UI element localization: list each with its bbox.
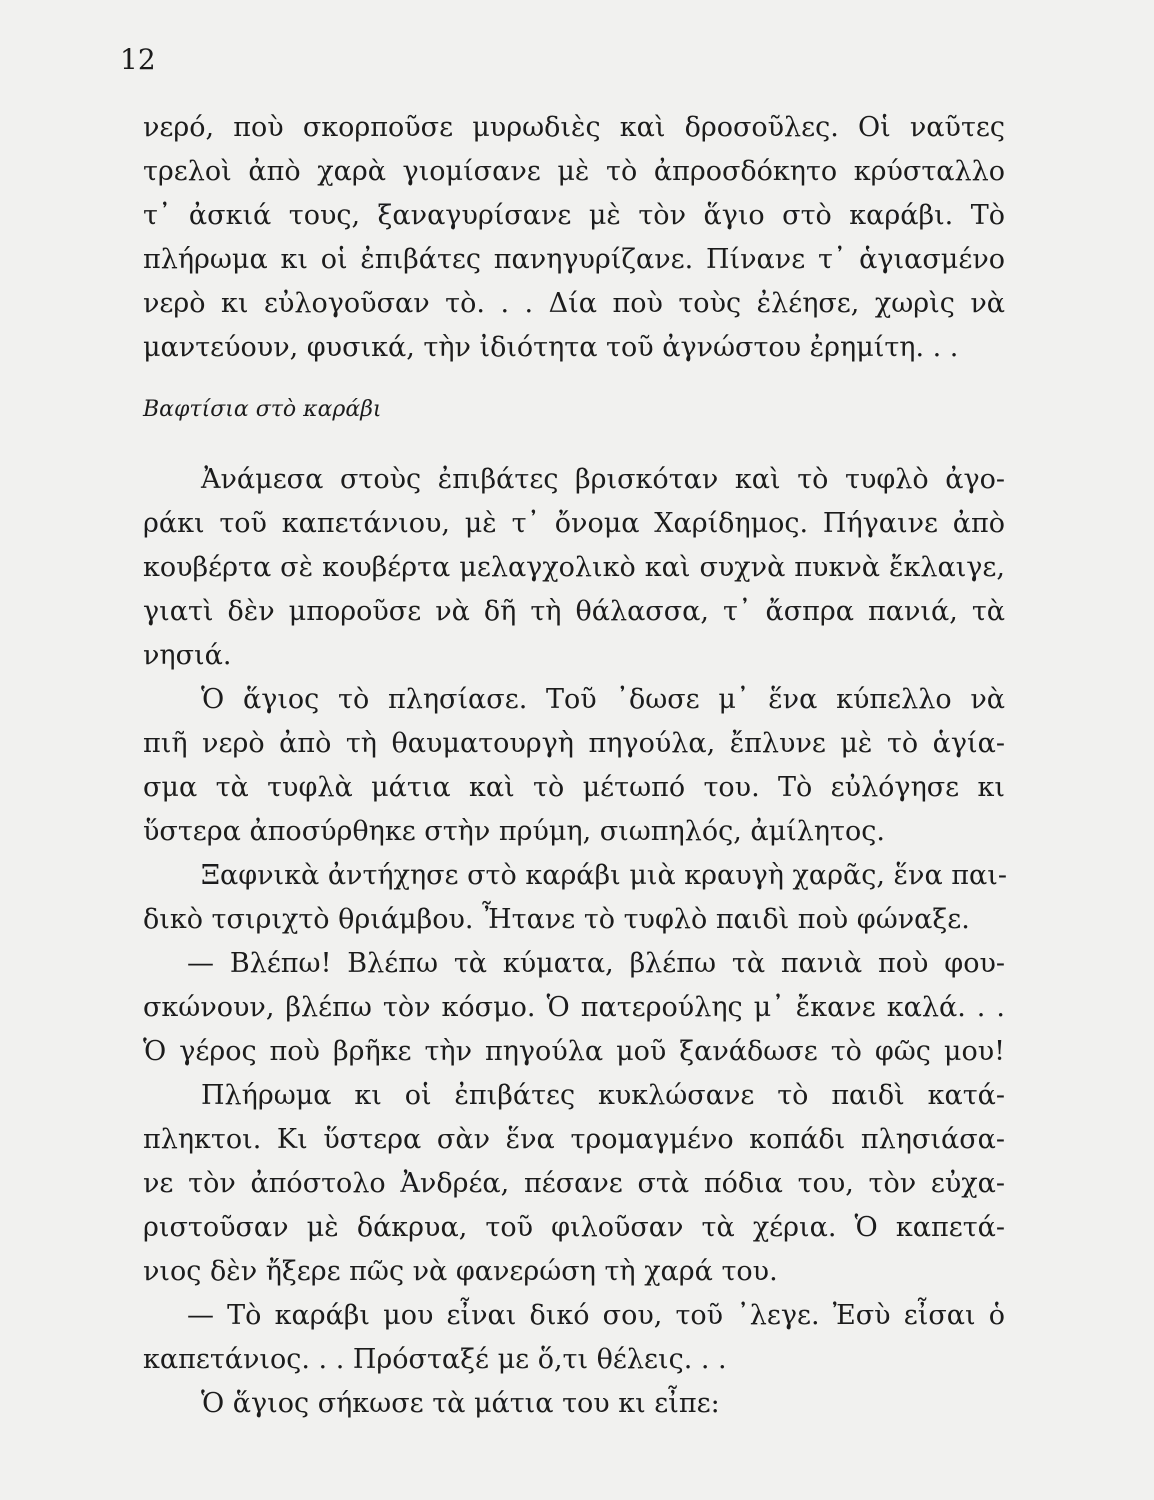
text-line: μαντεύουν, φυσικά, τὴν ἰδιότητα τοῦ ἀγνώστου ἐρημίτη. . . (143, 332, 959, 363)
text-line: Ὁ ἅγιος τὸ πλησίασε. Τοῦ ᾽δωσε μ᾽ ἕνα κύπελλο νὰ (201, 684, 1005, 715)
page-number: 12 (120, 43, 156, 76)
text-line: κουβέρτα σὲ κουβέρτα μελαγχολικὸ καὶ συχνὰ πυκνὰ ἔκλαιγε, (143, 552, 1005, 583)
text-line: ριστοῦσαν μὲ δάκρυα, τοῦ φιλοῦσαν τὰ χέρια. Ὁ καπετά- (143, 1212, 1005, 1243)
text-line: Πλήρωμα κι οἱ ἐπιβάτες κυκλώσανε τὸ παιδὶ κατά- (201, 1080, 1005, 1111)
text-line: τρελοὶ ἀπὸ χαρὰ γιομίσανε μὲ τὸ ἀπροσδόκητο κρύσταλλο (143, 156, 1005, 187)
text-line: πιῆ νερὸ ἀπὸ τὴ θαυματουργὴ πηγούλα, ἔπλυνε μὲ τὸ ἁγία- (143, 728, 1005, 759)
text-line: γιατὶ δὲν μποροῦσε νὰ δῆ τὴ θάλασσα, τ᾽ ἄσπρα πανιά, τὰ (143, 596, 1005, 627)
body-text (143, 106, 1005, 1426)
text-line: πληκτοι. Κι ὕστερα σὰν ἕνα τρομαγμένο κοπάδι πλησιάσα- (143, 1124, 1005, 1155)
text-line: Ὁ ἅγιος σήκωσε τὰ μάτια του κι εἶπε: (201, 1388, 720, 1419)
section-heading: Βαφτίσια στὸ καράβι (143, 397, 382, 422)
text-line: νησιά. (143, 640, 232, 671)
text-line: καπετάνιος. . . Πρόσταξέ με ὅ,τι θέλεις. . . (143, 1344, 727, 1375)
text-line: νερὸ κι εὐλογοῦσαν τὸ. . . Δία ποὺ τοὺς ἐλέησε, χωρὶς νὰ (143, 288, 1005, 319)
text-line: νερό, ποὺ σκορποῦσε μυρωδιὲς καὶ δροσοῦλες. Οἱ ναῦτες (143, 112, 1005, 143)
text-line: — Βλέπω! Βλέπω τὰ κύματα, βλέπω τὰ πανιὰ ποὺ φου- (187, 948, 1005, 979)
text-line: Ἀνάμεσα στοὺς ἐπιβάτες βρισκόταν καὶ τὸ τυφλὸ ἀγο- (201, 464, 1005, 495)
text-line: — Τὸ καράβι μου εἶναι δικό σου, τοῦ ᾽λεγε. Ἐσὺ εἶσαι ὁ (187, 1300, 1005, 1331)
text-line: σκώνουν, βλέπω τὸν κόσμο. Ὁ πατερούλης μ᾽ ἔκανε καλά. . . (143, 992, 1005, 1023)
text-line: ὕστερα ἀποσύρθηκε στὴν πρύμη, σιωπηλός, ἀμίλητος. (143, 816, 885, 847)
text-line: Ὁ γέρος ποὺ βρῆκε τὴν πηγούλα μοῦ ξανάδωσε τὸ φῶς μου! (143, 1036, 1005, 1067)
text-line: σμα τὰ τυφλὰ μάτια καὶ τὸ μέτωπό του. Τὸ εὐλόγησε κι (143, 772, 1005, 803)
text-line: νιος δὲν ἤξερε πῶς νὰ φανερώση τὴ χαρά του. (143, 1256, 778, 1287)
text-line: ράκι τοῦ καπετάνιου, μὲ τ᾽ ὄνομα Χαρίδημος. Πήγαινε ἀπὸ (143, 508, 1005, 539)
text-line: δικὸ τσιριχτὸ θριάμβου. Ἦτανε τὸ τυφλὸ παιδὶ ποὺ φώναξε. (143, 904, 970, 935)
text-line: Ξαφνικὰ ἀντήχησε στὸ καράβι μιὰ κραυγὴ χαρᾶς, ἕνα παι- (201, 860, 1007, 891)
text-line: νε τὸν ἀπόστολο Ἀνδρέα, πέσανε στὰ πόδια του, τὸν εὐχα- (143, 1168, 1005, 1199)
text-line: πλήρωμα κι οἱ ἐπιβάτες πανηγυρίζανε. Πίνανε τ᾽ ἁγιασμένο (143, 244, 1005, 275)
text-line: τ᾽ ἀσκιά τους, ξαναγυρίσανε μὲ τὸν ἅγιο στὸ καράβι. Τὸ (143, 200, 1005, 231)
